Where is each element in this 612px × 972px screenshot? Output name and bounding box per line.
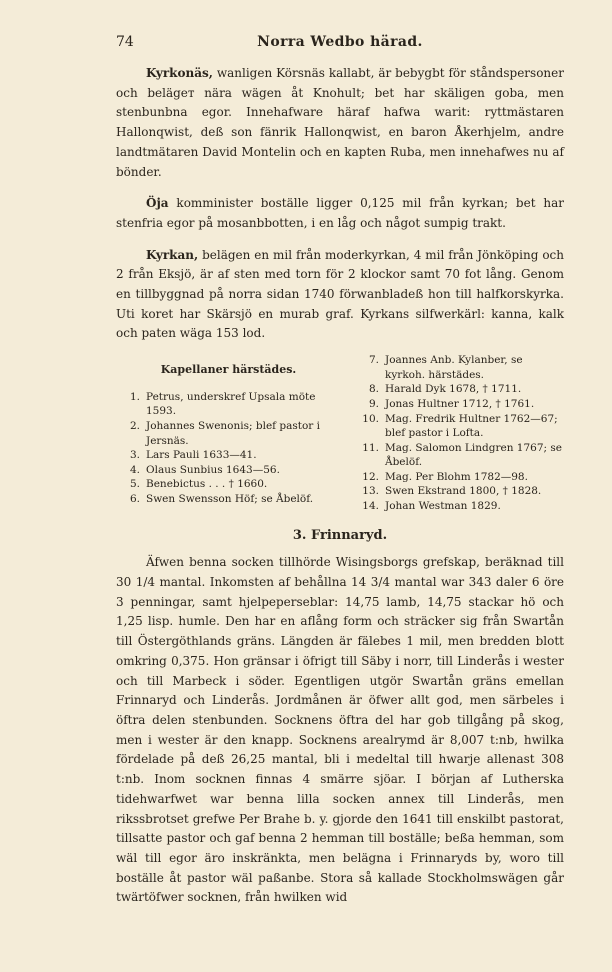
page-body [116,64,564,908]
chaplain-column-left [116,353,355,514]
paragraph-kyrkan [116,246,564,345]
lead-word: Öja [146,196,169,211]
section-heading: 3. Frinnaryd. [292,527,388,543]
paragraph-frinnaryd: Äfwen benna socken tillhörde Wisingsborgs grefskap, beräknad till 30 1/4 mantal. Inkomsten af behållna 14 3/4 mantal war 343 daler 6 öre 3 penningar, samt hjelpeperseblar: 14,75 lamb, 14,75 stackar hö och 1,25 lisp. humle. Den har en aflång form och sträcker sig från Swartån till Östergöthlands gräns. Längden är fälebes 1 mil, men bredden blott omkring 0,375. Hon gränsar i öfrigt till Säby i norr, till Linderås i wester och till Marbeck i söder. Egentligen utgör Swartån gräns emellan Frinnaryd och Linderås. Jordmånen är öfwer allt god, men särbeles i öftra delen stenbunden. Socknens öftra del har gob tillgång på skog, men i wester är den knapp. Socknens arealrymd är 8,007 t:nb, hwilka fördelade på deß 26,25 mantal, bli i medeltal till hwarje allenast 308 t:nb. Inom socknen finnas 4 smärre sjöar. I början af Lutherska tidehwarfwet war benna lilla socken annex till Linderås, men rikssbrotset grefwe Per Brahe b. y. gjorde den 1641 till enskilbt pastorat, tillsatte pastor och gaf benna 2 hemman till boställe; beßa hemman, som wäl till egor äro inskränkta, men belägna i Frinnaryds by, woro till boställe åt pastor wäl paßanbe. Stora så kallade Stockholmswägen går twärtöfwer socknen, från hwilken wid [116,555,564,905]
list-item: 9. Jonas Hultner 1712, † 1761. [368,397,535,410]
paragraph-text: belägen en mil från moderkyrkan, 4 mil från Jönköping och 2 från Eksjö, är af sten med torn för 2 klockor samt 70 fot lång. Genom en tillbyggnad på norra sidan 1740 förwanbladeß hon till halfkorskyrka. Uti koret har Skärsjö en murab graf. Kyrkans silfwerkärl: kanna, kalk och paten wäga 153 lod. [116,247,564,341]
running-title: Norra Wedbo härad. [257,34,423,50]
chaplain-column-right [355,353,564,514]
running-header [116,34,564,56]
list-item: 7. Joannes Anb. Kylanber, se kyrkoh. härstädes. [368,354,523,381]
list-item: 5. Benebictus . . . † 1660. [129,478,268,491]
page-number: 74 [116,34,134,50]
list-item: 4. Olaus Sunbius 1643—56. [129,463,280,476]
list-item: 6. Swen Swensson Höf; se Åbelöf. [129,492,314,505]
list-item: 11. Mag. Salomon Lindgren 1767; se Åbelöf. [362,441,562,469]
list-item: 1. Petrus, underskref Upsala möte 1593. [129,390,316,418]
paragraph-text: komminister boställe ligger 0,125 mil från kyrkan; bet har stenfria egor på mosanbbotten, i en låg och något sumpig trakt. [116,196,564,230]
chaplain-list-title: Kapellaner härstädes. [160,363,297,377]
list-item: 13. Swen Ekstrand 1800, † 1828. [362,485,542,498]
lead-word: Kyrkonäs, [146,66,213,80]
list-item: 8. Harald Dyk 1678, † 1711. [368,383,522,396]
list-item: 3. Lars Pauli 1633—41. [129,449,257,462]
paragraph-oja [116,194,564,233]
paragraph-kyrkonas [116,64,564,182]
list-item: 12. Mag. Per Blohm 1782—98. [362,470,528,483]
chaplain-list [116,353,564,514]
paragraph-text: wanligen Körsnäs kallabt, är bebygbt för ståndspersoner och belägет nära wägen åt Knohult; bet har skäligen goba, men stenbunbna egor. Innehafware häraf hafwa warit: ryttmästaren Hallonqwist, deß son fänrik Hallonqwist, en baron Åkerhjelm, andre landtmätaren David Montelin och en kapten Ruba, men innehafwes nu af bönder. [116,66,564,179]
list-item: 14. Johan Westman 1829. [362,500,501,513]
lead-word: Kyrkan, [146,247,199,262]
list-item: 10. Mag. Fredrik Hultner 1762—67; blef pastor i Lofta. [362,412,558,440]
list-item: 2. Johannes Swenonis; blef pastor i Jersnäs. [129,419,321,447]
